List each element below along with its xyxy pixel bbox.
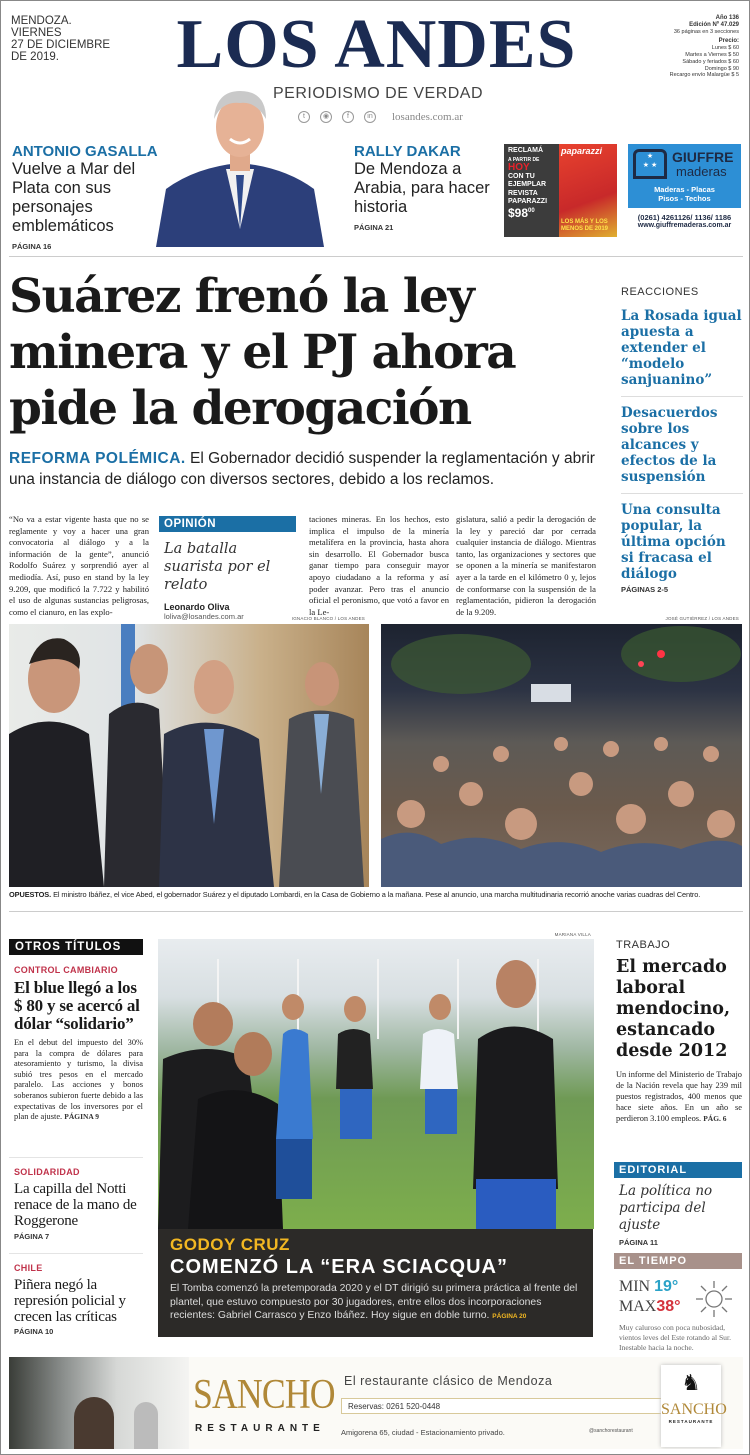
ad-line: CON TU (508, 172, 535, 180)
facebook-icon[interactable]: f (342, 111, 354, 123)
ad-line: A PARTIR DE (508, 156, 540, 163)
divider (9, 1157, 143, 1158)
other-headline-item[interactable] (9, 1161, 143, 1241)
magazine-title: paparazzi (561, 146, 603, 156)
sports-kicker: GODOY CRUZ (170, 1235, 290, 1254)
page-ref: PÁGINAS 2-5 (621, 585, 669, 594)
logo-brand: SANCHO (661, 1401, 727, 1418)
divider (621, 493, 743, 494)
edition-info (649, 15, 739, 79)
trabajo-title: El mercado laboral mendocino, estancado desde 2012 (616, 957, 731, 1061)
item-title: El blue llegó a los $ 80 y se acercó al dólar “solidario” (14, 978, 140, 1033)
tagline: PERIODISMO DE VERDAD (273, 85, 484, 102)
edition-date (11, 15, 121, 63)
trabajo-kicker: TRABAJO (616, 939, 671, 951)
lead-headline[interactable]: Suárez frenó la ley minera y el PJ ahora pide la derogación (9, 269, 516, 436)
weather-forecast: Muy caluroso con poca nubosidad, vientos leves del Este rotando al Sur. Inestable hacia la noche. (619, 1323, 731, 1352)
divider (621, 396, 743, 397)
ad-slogan: El restaurante clásico de Mendoza (344, 1374, 553, 1388)
cover-text: LOS MÁS Y LOS MENOS DE 2019 (561, 219, 609, 232)
protest-march-photo (381, 624, 742, 887)
other-headline-item[interactable] (9, 959, 143, 1123)
lead-kicker: REFORMA POLÉMICA. (9, 450, 186, 467)
training-photo (158, 939, 594, 1229)
price-line: Lunes $ 60 (711, 45, 739, 52)
weather-label: EL TIEMPO (614, 1253, 742, 1269)
reactions-sidebar (621, 286, 743, 594)
lead-deck-text: El Gobernador decidió suspender la reglamentación y abrir una instancia de diálogo con diversos sectores, debido a los reclamos. (9, 450, 595, 488)
price-line: Sábado y feriados $ 60 (682, 58, 739, 65)
ad-line: HOY (508, 162, 530, 173)
sports-body: El Tomba comenzó la pretemporada 2020 y el DT dirigió su primera práctica al frente del plantel, que estuvo compuesto por 30 jugadores, entre ellos dos incorporaciones recientes: Gabriel Carrasco y Enzo Ibáñez. Hoy sigue en doble turno. (170, 1283, 578, 1321)
sports-story[interactable] (158, 1229, 593, 1337)
photo-credit: MARIANA VILLA (554, 932, 591, 937)
caption-kicker: OPUESTOS. (9, 890, 52, 899)
other-headline-item[interactable] (9, 1257, 143, 1336)
opinion-author: Leonardo Oliva (164, 602, 230, 612)
item-kicker: SOLIDARIDAD (14, 1167, 80, 1177)
min-temp: 19° (654, 1278, 679, 1295)
ad-address: Amigorena 65, ciudad - Estacionamiento privado. (341, 1428, 505, 1437)
opinion-label: OPINIÓN (159, 516, 296, 532)
ad-products: Maderas - Placas (654, 185, 715, 194)
sun-icon (694, 1279, 734, 1319)
website-link[interactable]: losandes.com.ar (392, 111, 463, 123)
sancho-ad[interactable] (9, 1357, 743, 1449)
item-kicker: CONTROL CAMBIARIO (14, 965, 118, 975)
min-label: MIN (619, 1278, 651, 1295)
right-column (614, 939, 742, 1353)
trabajo-story[interactable] (614, 939, 742, 1124)
reaction-item[interactable]: La Rosada igual apuesta a extender el “modelo sanjuanino” (621, 308, 742, 388)
ad-line: PAPARAZZI (508, 198, 548, 205)
page-ref: PÁGINA 7 (14, 1232, 50, 1241)
ad-brand: GIUFFRE (672, 149, 734, 165)
reaction-item[interactable]: Desacuerdos sobre los alcances y efectos de la suspensión (621, 405, 718, 485)
reactions-label: REACCIONES (621, 286, 699, 298)
giuffre-ad[interactable] (628, 144, 741, 237)
date-line: MENDOZA. (11, 15, 72, 27)
teaser-gasalla[interactable] (12, 143, 177, 251)
lead-body-column: taciones mineras. En los hechos, esto implica el impulso de la minería metalífera en la provincia, hasta ahora sin desarrollo. El Gobernador busca ganar tiempo para conseguir mayor apoyo ciudadano a la reforma y así poder avanzar. Pero tras el anuncio oficial el peronismo, que votó a favor en la Le- (309, 514, 449, 617)
page-ref: PÁGINA 20 (492, 1313, 527, 1320)
sports-headline: COMENZÓ LA “ERA SCIACQUA” (170, 1256, 508, 1278)
caption-text: El ministro Ibáñez, el vice Abed, el gobernador Suárez y el diputado Lombardi, en la Casa de Gobierno a la mañana. Pese al anuncio, una marcha multitudinaria recorrió anoche varias cuadras del Centro. (53, 890, 701, 899)
instagram-icon[interactable]: ◉ (320, 111, 332, 123)
lead-body-column: gislatura, salió a pedir la derogación de la ley y pareció dar por cerrada cualquier instancia de diálogo. Mientras tanto, las organizaciones y sectores que se oponen a la minería se manifestaron ayer a la tarde en el kilómetro 0 y, lejos de conformarse con la suspensión de la reglamentación, pidieron la derogación de la 9.209. (456, 514, 596, 617)
ad-web: www.giuffremaderas.com.ar (637, 222, 732, 229)
item-body: En el debut del impuesto del 30% para la compra de dólares para atesoramiento y turismo, la divisa subió tres pesos en el mercado paralelo. Las acciones y bonos soberanos subieron fuerte debido a las expectativas de los inversores por el plan de ajuste. (14, 1038, 143, 1122)
price-line: Domingo $ 90 (704, 65, 739, 72)
page-ref: PÁGINA 16 (12, 242, 52, 251)
edition-number: Edición Nº 47.029 (689, 21, 739, 28)
price-line: Martes a Viernes $ 50 (685, 51, 739, 58)
lead-body-column: “No va a estar vigente hasta que no se reglamente y voy a hacer una gran convocatoria al diálogo y a la información de la gente”, anunció Rodolfo Suárez y sorprendió ayer al mediodía. Así, puso en stand by la ley 9.209, que modificó la 7.722 y habilitó el uso de algunas sustancias peligrosas, como el cianuro, en las explo- (9, 514, 149, 617)
ad-phone: (0261) 4261126/ 1136/ 1186 (637, 213, 732, 222)
date-line: VIERNES (11, 27, 62, 39)
divider (9, 911, 743, 912)
ad-price-cents: 00 (528, 207, 535, 214)
edition-year: Año 136 (715, 15, 739, 21)
trabajo-body: Un informe del Ministerio de Trabajo de la Nación revela que hay 239 mil puestos registrados, 400 menos que hace siete años. En un año se perdieron 3.100 empleos. (616, 1070, 742, 1123)
paparazzi-ad[interactable] (504, 144, 617, 237)
max-label: MAX (619, 1298, 657, 1315)
newspaper-logo: LOS ANDES (176, 6, 577, 83)
other-headlines (9, 939, 143, 1351)
editorial-title: La política no participa del ajuste (619, 1183, 713, 1233)
teaser-title: Vuelve a Mar del Plata con sus personajes emblemáticos (12, 160, 136, 235)
quixote-icon: ♞ (681, 1370, 701, 1395)
ad-sub: RESTAURANTE (195, 1423, 325, 1434)
other-headlines-label: OTROS TÍTULOS (9, 939, 143, 955)
edition-pages: 36 páginas en 3 secciones (673, 28, 739, 35)
weather-box (614, 1253, 742, 1353)
twitter-icon[interactable]: t (298, 111, 310, 123)
sancho-logo (661, 1365, 727, 1447)
item-kicker: CHILE (14, 1263, 43, 1273)
ad-brand: SANCHO (193, 1372, 335, 1418)
item-title: La capilla del Notti renace de la mano de Roggerone (14, 1181, 137, 1229)
date-line: 27 DE DICIEMBRE (11, 39, 111, 51)
opinion-title: La batalla suarista por el relato (164, 541, 271, 593)
opinion-box[interactable] (159, 516, 296, 621)
photo-credit: IGNACIO BLANCO / LOS ANDES (291, 616, 365, 621)
page-ref: PÁG. 6 (703, 1114, 727, 1123)
page-ref: PÁGINA 10 (14, 1327, 54, 1336)
page-ref: PÁGINA 11 (619, 1238, 658, 1247)
lead-deck (9, 448, 609, 490)
price-line: Recargo envío Malargüe $ 5 (669, 72, 739, 79)
ad-line: RECLAMÁ (508, 147, 543, 154)
price-label: Precio: (718, 38, 739, 45)
ad-products: Pisos - Techos (658, 194, 711, 203)
teaser-title: De Mendoza a Arabia, para hacer historia (354, 160, 490, 216)
restaurant-facade-image (9, 1357, 189, 1449)
divider (9, 256, 743, 257)
gasalla-photo (156, 89, 324, 247)
ad-line: REVISTA (508, 189, 538, 197)
teaser-dakar[interactable] (354, 143, 494, 232)
editorial-label: EDITORIAL (614, 1162, 742, 1178)
linkedin-icon[interactable]: in (364, 111, 376, 123)
star-logo-icon: ★ ★ ★ (633, 149, 667, 179)
teaser-kicker: RALLY DAKAR (354, 143, 461, 160)
ad-handle: @sanchorestaurant (589, 1428, 633, 1434)
date-line: DE 2019. (11, 51, 59, 63)
logo-sub: RESTAURANTE (668, 1419, 714, 1424)
page-ref: PÁGINA 21 (354, 223, 394, 232)
photo-credit: JOSÉ GUTIÉRREZ / LOS ANDES (665, 616, 739, 621)
ad-line: EJEMPLAR (508, 181, 547, 188)
max-temp: 38° (656, 1298, 681, 1315)
divider (9, 1253, 143, 1254)
page-ref: PÁGINA 9 (64, 1112, 100, 1122)
ad-reservations: Reservas: 0261 520-0448 (341, 1398, 721, 1414)
editorial-box[interactable] (614, 1162, 742, 1247)
reaction-item[interactable]: Una consulta popular, la última opción si fracasa el diálogo (621, 502, 726, 582)
ad-sub: maderas (676, 164, 727, 179)
teaser-kicker: ANTONIO GASALLA (12, 143, 158, 160)
officials-photo (9, 624, 369, 887)
item-title: Piñera negó la represión policial y crecen las críticas (14, 1277, 126, 1325)
photo-caption (9, 890, 749, 899)
ad-price: $98 (508, 205, 529, 220)
opinion-email: loliva@losandes.com.ar (164, 612, 244, 621)
